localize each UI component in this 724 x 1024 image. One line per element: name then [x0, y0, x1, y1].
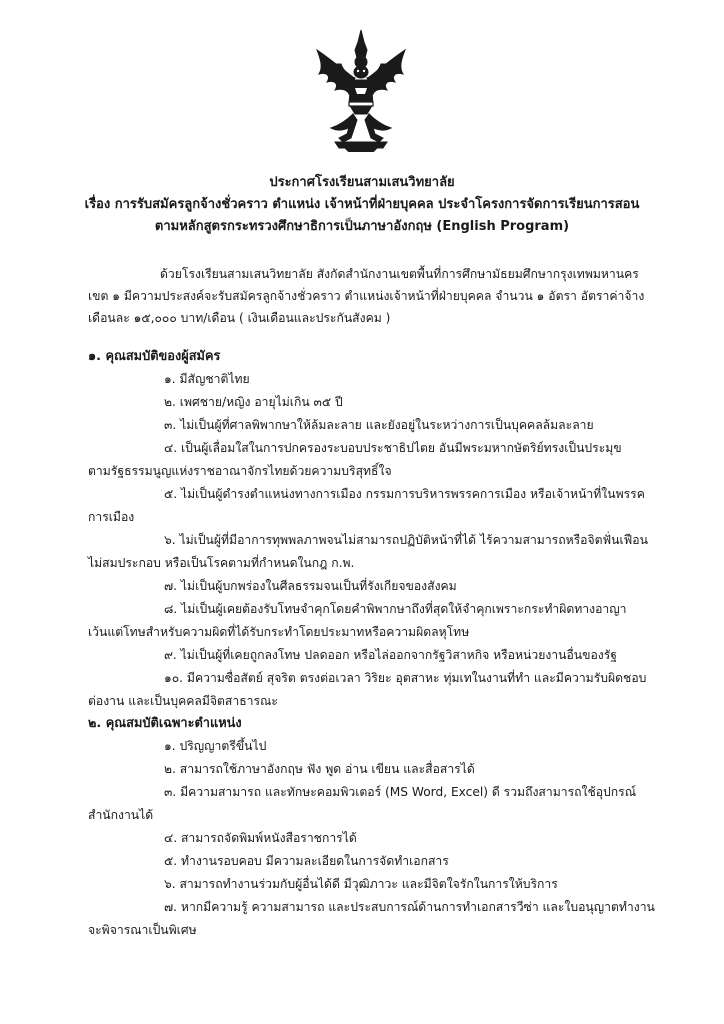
- list-item: ๓. มีความสามารถ และทักษะคอมพิวเตอร์ (MS Word, Excel) ดี รวมถึงสามารถใช้อุปกรณ์: [164, 785, 637, 799]
- announcement-subject-continued: ตามหลักสูตรกระทรวงศึกษาธิการเป็นภาษาอังกฤษ (English Program): [154, 219, 570, 234]
- list-item: ๕. ทำงานรอบคอบ มีความละเอียดในการจัดทำเอกสาร: [164, 854, 449, 868]
- list-item-continued: ต่องาน และเป็นบุคคลมีจิตสาธารณะ: [88, 694, 278, 708]
- section-title: ๒. คุณสมบัติเฉพาะตำแหน่ง: [88, 716, 242, 731]
- list-item-continued: เว้นแต่โทษสำหรับความผิดที่ได้รับกระทำโดยประมาทหรือความผิดลหุโทษ: [88, 625, 470, 639]
- section-position-qualifications: [88, 712, 688, 942]
- announcement-title: ประกาศโรงเรียนสามเสนวิทยาลัย: [269, 175, 455, 190]
- list-item-continued: จะพิจารณาเป็นพิเศษ: [88, 923, 197, 937]
- list-item: ๓. ไม่เป็นผู้ที่ศาลพิพากษาให้ล้มละลาย และยังอยู่ในระหว่างการเป็นบุคคลล้มละลาย: [164, 418, 594, 432]
- list-item: ๗. หากมีความรู้ ความสามารถ และประสบการณ์ด้านการทำเอกสารวีซ่า และใบอนุญาตทำงาน: [164, 900, 655, 914]
- section-applicant-qualifications: [88, 345, 688, 713]
- list-item: ๒. สามารถใช้ภาษาอังกฤษ ฟัง พูด อ่าน เขียน และสื่อสารได้: [164, 762, 475, 776]
- intro-paragraph: [88, 263, 688, 329]
- list-item: ๔. สามารถจัดพิมพ์หนังสือราชการได้: [164, 831, 357, 845]
- list-item-continued: สำนักงานได้: [88, 808, 154, 822]
- garuda-emblem-icon: [309, 28, 413, 152]
- list-item: ๔. เป็นผู้เลื่อมใสในการปกครองระบอบประชาธิปไตย อันมีพระมหากษัตริย์ทรงเป็นประมุข: [164, 441, 622, 455]
- announcement-header: [40, 172, 684, 238]
- section-title: ๑. คุณสมบัติของผู้สมัคร: [88, 349, 221, 364]
- list-item: ๖. ไม่เป็นผู้ที่มีอาการทุพพลภาพจนไม่สามารถปฏิบัติหน้าที่ได้ ไร้ความสามารถหรือจิตฟั่นเฟือน: [164, 533, 648, 547]
- intro-line: เขต ๑ มีความประสงค์จะรับสมัครลูกจ้างชั่วคราว ตำแหน่งเจ้าหน้าที่ฝ่ายบุคคล จำนวน ๑ อัตรา อัตราค่าจ้าง: [88, 289, 645, 303]
- intro-line: ด้วยโรงเรียนสามเสนวิทยาลัย สังกัดสำนักงานเขตพื้นที่การศึกษามัธยมศึกษากรุงเทพมหานคร: [160, 267, 639, 281]
- list-item: ๑. ปริญญาตรีขึ้นไป: [164, 739, 267, 753]
- list-item: ๑. มีสัญชาติไทย: [164, 372, 250, 386]
- list-item-continued: การเมือง: [88, 510, 135, 524]
- list-item: ๗. ไม่เป็นผู้บกพร่องในศีลธรรมจนเป็นที่รังเกียจของสังคม: [164, 579, 457, 593]
- list-item: ๑๐. มีความซื่อสัตย์ สุจริต ตรงต่อเวลา วิริยะ อุตสาหะ ทุ่มเทในงานที่ทำ และมีความรับผิดชอบ: [164, 671, 647, 685]
- list-item-continued: ตามรัฐธรรมนูญแห่งราชอาณาจักรไทยด้วยความบริสุทธิ์ใจ: [88, 464, 392, 478]
- list-item: ๙. ไม่เป็นผู้ที่เคยถูกลงโทษ ปลดออก หรือไล่ออกจากรัฐวิสาหกิจ หรือหน่วยงานอื่นของรัฐ: [164, 648, 617, 662]
- list-item: ๕. ไม่เป็นผู้ดำรงตำแหน่งทางการเมือง กรรมการบริหารพรรคการเมือง หรือเจ้าหน้าที่ในพรรค: [164, 487, 645, 501]
- list-item: ๖. สามารถทำงานร่วมกับผู้อื่นได้ดี มีวุฒิภาวะ และมีจิตใจรักในการให้บริการ: [164, 877, 558, 891]
- announcement-subject: เรื่อง การรับสมัครลูกจ้างชั่วคราว ตำแหน่ง เจ้าหน้าที่ฝ่ายบุคคล ประจำโครงการจัดการเรียนการสอน: [84, 197, 640, 212]
- list-item-continued: ไม่สมประกอบ หรือเป็นโรคตามที่กำหนดในกฎ ก.พ.: [88, 556, 355, 570]
- list-item: ๘. ไม่เป็นผู้เคยต้องรับโทษจำคุกโดยคำพิพากษาถึงที่สุดให้จำคุกเพราะกระทำผิดทางอาญา: [164, 602, 627, 616]
- intro-line: เดือนละ ๑๕,๐๐๐ บาท/เดือน ( เงินเดือนและประกันสังคม ): [88, 311, 391, 325]
- list-item: ๒. เพศชาย/หญิง อายุไม่เกิน ๓๕ ปี: [164, 395, 343, 409]
